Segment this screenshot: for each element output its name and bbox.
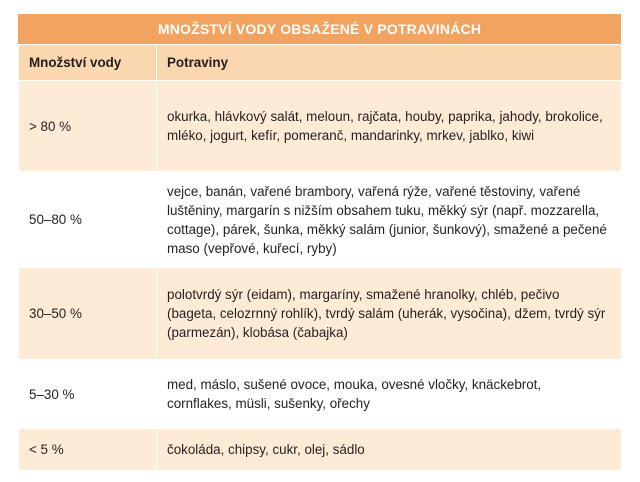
water-amount-cell: 50–80 % xyxy=(19,172,157,268)
water-amount-cell: 5–30 % xyxy=(19,360,157,429)
foods-cell: okurka, hlávkový salát, meloun, rajčata, houby, paprika, jahody, brokolice, mléko, jogurt, kefír, pomeranč, mandarinky, mrkev, jablko, kiwi xyxy=(157,81,622,172)
table-row xyxy=(19,172,622,268)
water-content-table xyxy=(18,14,621,471)
foods-cell: vejce, banán, vařené brambory, vařená rýže, vařené těstoviny, vařené luštěniny, margarín s nižším obsahem tuku, měkký sýr (např. mozzarella, cottage), párek, šunka, měkký salám (junior, šunkový), smažené a pečené maso (vepřové, kuřecí, ryby) xyxy=(157,172,622,268)
header-water-amount: Množství vody xyxy=(19,45,157,81)
table-body xyxy=(18,44,622,471)
foods-cell: čokoláda, chipsy, cukr, olej, sádlo xyxy=(157,429,622,471)
table-title: MNOŽSTVÍ VODY OBSAŽENÉ V POTRAVINÁCH xyxy=(18,14,621,44)
water-amount-cell: > 80 % xyxy=(19,81,157,172)
foods-cell: polotvrdý sýr (eidam), margaríny, smažené hranolky, chléb, pečivo (bageta, celozrnný rohlík), tvrdý salám (uherák, vysočina), džem, tvrdý sýr (parmezán), klobása (čabajka) xyxy=(157,268,622,360)
foods-cell: med, máslo, sušené ovoce, mouka, ovesné vločky, knäckebrot, cornflakes, müsli, sušenky, ořechy xyxy=(157,360,622,429)
water-amount-cell: < 5 % xyxy=(19,429,157,471)
table-row xyxy=(19,360,622,429)
table-row xyxy=(19,429,622,471)
table-row xyxy=(19,268,622,360)
header-row xyxy=(19,45,622,81)
header-foods: Potraviny xyxy=(157,45,622,81)
table-row xyxy=(19,81,622,172)
water-amount-cell: 30–50 % xyxy=(19,268,157,360)
